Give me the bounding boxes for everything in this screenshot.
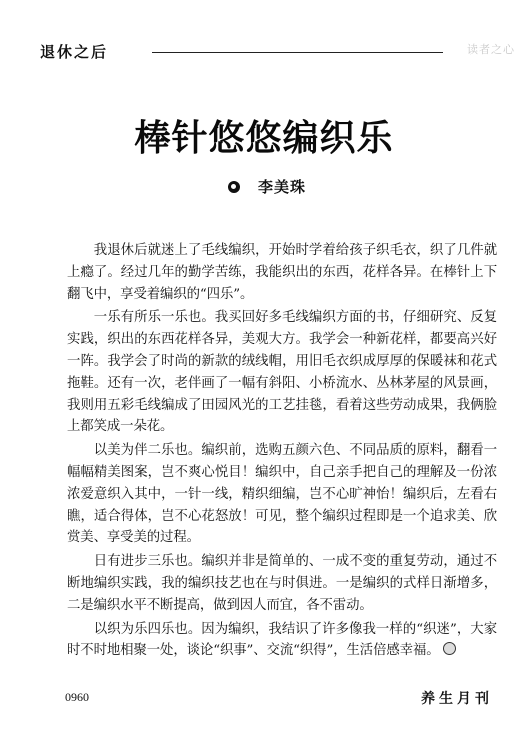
paragraph-text: 以织为乐四乐也。因为编织，我结识了许多像我一样的“织迷”，大家时不时地相聚一处，谈论“织事”、交流“织得”，生活倍感幸福。 [67,621,497,659]
end-mark-icon [443,642,456,655]
paragraph: 以美为伴二乐也。编织前，选购五颜六色、不同品质的原料，翻看一幅幅精美图案，岂不爽心悦目！编织中，自己亲手把自己的理解及一份浓浓爱意织入其中，一针一线，精织细编，岂不心旷神怡！编织后，左看右瞧，适合得体，岂不心花怒放！可见，整个编织过程即是一个追求美、欣赏美、享受美的过程。 [67,443,497,546]
author-name: 李美珠 [258,178,307,196]
author-byline [228,176,306,197]
article-body [67,240,497,664]
page-number: 0960 [65,690,89,704]
journal-name: 养生月刊 [421,691,493,707]
paragraph: 我退休后就迷上了毛线编织，开始时学着给孩子织毛衣，织了几件就上瘾了。经过几年的勤学苦练，我能织出的东西，花样各异。在棒针上下翻飞中，享受着编织的“四乐”。 [67,243,497,302]
author-bullet-icon [228,181,240,193]
header-rule [152,52,443,53]
paragraph: 日有进步三乐也。编织并非是简单的、一成不变的重复劳动，通过不断地编织实践，我的编织技艺也在与时俱进。一是编织的式样日渐增多，二是编织水平不断提高，做到因人而宜，各不雷动。 [67,554,497,613]
section-label: 退休之后 [40,43,109,61]
paragraph: 一乐有所乐一乐也。我买回好多毛线编织方面的书，仔细研究、反复实践，织出的东西花样各异，美观大方。我学会一种新花样，都要高兴好一阵。我学会了时尚的新款的绒线帽，用旧毛衣织成厚厚的保暖袜和花式拖鞋。还有一次，老伴画了一幅有斜阳、小桥流水、丛林茅屋的风景画，我则用五彩毛线编成了田园风光的工艺挂毯，看着这些劳动成果，我俩脸上都笑成一朵花。 [67,310,497,435]
running-header [40,38,515,64]
watermark: 读者之心 [467,43,515,56]
article-title: 棒针悠悠编织乐 [134,118,394,159]
paragraph-last [67,619,497,663]
